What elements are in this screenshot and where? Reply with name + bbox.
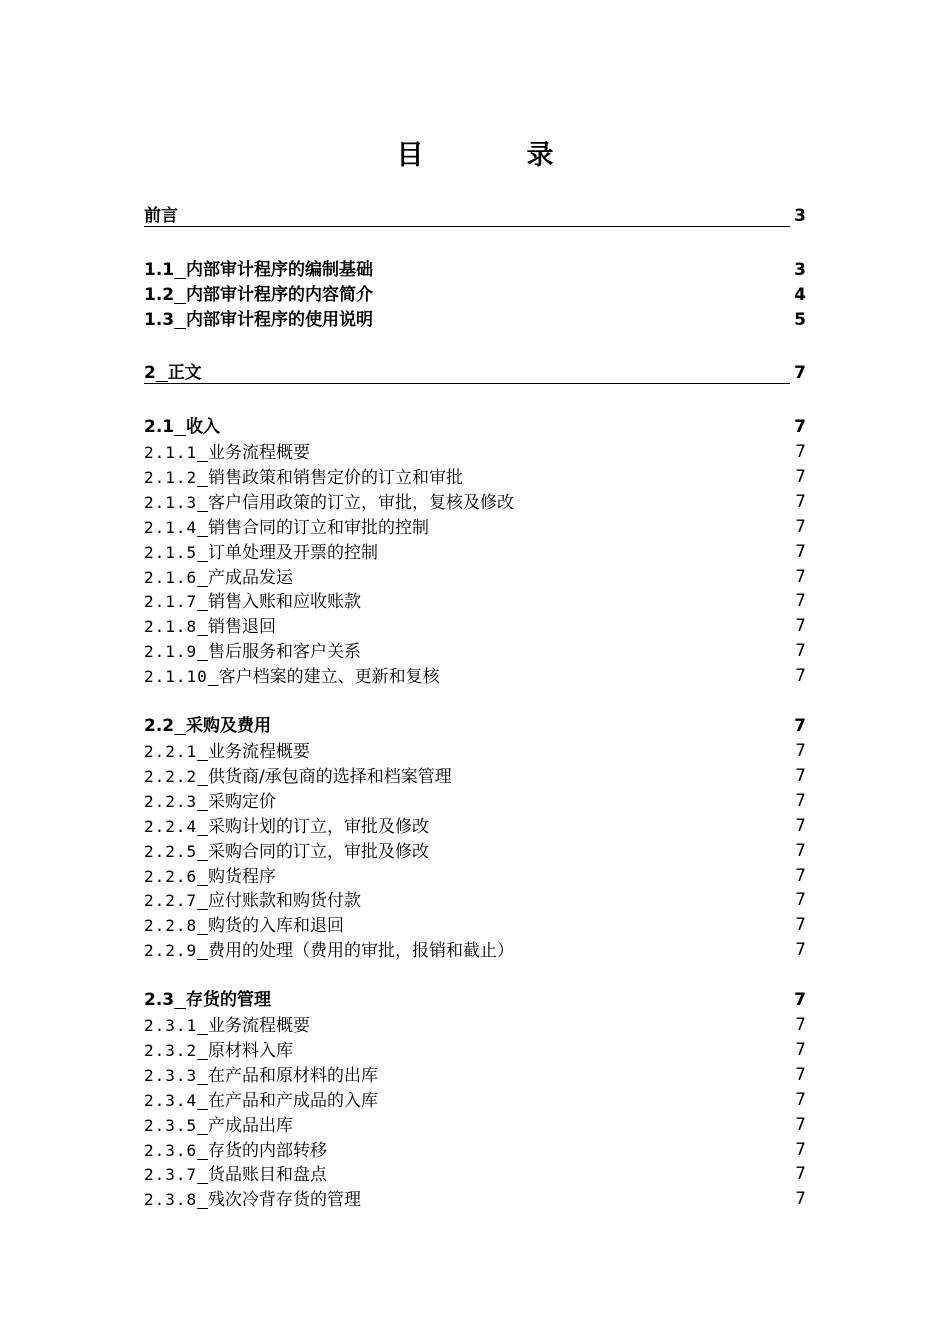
toc-number: 2.3.5	[144, 1115, 198, 1135]
toc-page-number: 7	[795, 741, 806, 761]
toc-number: 2.1.1	[144, 443, 198, 462]
toc-entry-2-3-2[interactable]	[144, 1038, 806, 1063]
toc-text: 费用的处理（费用的审批，报销和截止）	[207, 941, 514, 962]
toc-link[interactable]	[144, 867, 276, 887]
toc-spacer	[197, 642, 208, 662]
toc-number: 1.2	[144, 285, 175, 305]
toc-text: 收入	[185, 417, 220, 437]
toc-text: 产成品出库	[207, 1115, 293, 1136]
toc-link[interactable]	[144, 468, 463, 488]
toc-entry-2-2-9[interactable]	[144, 938, 806, 963]
toc-number: 2.2.4	[144, 816, 198, 836]
toc-number: 2.2	[144, 716, 175, 736]
toc-page-number: 3	[794, 206, 806, 226]
toc-number: 2.1.5	[144, 542, 198, 562]
toc-link[interactable]	[144, 518, 429, 538]
toc-spacer	[197, 543, 208, 563]
toc-page-number: 7	[795, 1015, 806, 1035]
toc-spacer	[197, 468, 208, 488]
toc-number: 2.1.8	[144, 617, 198, 637]
toc-link[interactable]	[144, 310, 373, 330]
toc-number: 2.1.2	[144, 467, 198, 487]
page-title: 目 录	[396, 140, 592, 171]
toc-entry-2-2-5[interactable]	[144, 839, 806, 864]
toc-link[interactable]	[144, 1190, 361, 1210]
toc-number: 2.1.9	[144, 642, 198, 662]
toc-link[interactable]	[144, 1165, 327, 1185]
toc-text: 前言	[144, 206, 178, 226]
toc-section-2-2[interactable]	[144, 714, 806, 739]
toc-number: 2.1.10	[144, 667, 208, 687]
toc-text: 采购计划的订立，审批及修改	[207, 816, 429, 837]
toc-text: 应付账款和购货付款	[207, 891, 361, 912]
toc-spacer	[174, 260, 186, 280]
toc-number: 2.2.9	[144, 941, 198, 961]
toc-spacer	[197, 1165, 208, 1185]
toc-page-number: 7	[794, 716, 806, 736]
toc-link[interactable]	[144, 417, 220, 437]
toc-page-number: 7	[795, 940, 806, 961]
toc-link[interactable]	[144, 742, 310, 762]
toc-entry-1-2[interactable]	[144, 283, 806, 308]
toc-link[interactable]	[144, 617, 276, 637]
toc-entry-2-1-2[interactable]	[144, 465, 806, 490]
toc-entry-2-1-6[interactable]	[144, 565, 806, 590]
toc-entry-2-1-9[interactable]	[144, 639, 806, 664]
toc-entry-2-3-4[interactable]	[144, 1088, 806, 1113]
toc-spacer	[197, 767, 208, 787]
toc-link[interactable]	[144, 592, 361, 612]
toc-text: 售后服务和客户关系	[207, 642, 361, 663]
toc-page-number: 7	[795, 840, 806, 861]
toc-number: 2.2.5	[144, 841, 198, 861]
toc-text: 在产品和产成品的入库	[207, 1090, 378, 1111]
toc-link[interactable]	[144, 767, 452, 787]
toc-spacer	[156, 363, 168, 383]
toc-text: 业务流程概要	[207, 1016, 310, 1036]
toc-link[interactable]	[144, 1141, 327, 1161]
toc-number: 2.2.7	[144, 891, 198, 911]
toc-text: 原材料入库	[207, 1040, 293, 1061]
toc-page-number: 7	[795, 616, 806, 637]
toc-spacer	[197, 891, 208, 911]
toc-page-number: 7	[795, 815, 806, 836]
toc-number: 2.3.1	[144, 1016, 198, 1035]
toc-page-number: 7	[795, 1139, 806, 1160]
toc-link[interactable]	[144, 1066, 378, 1086]
toc-text: 存货的内部转移	[207, 1140, 327, 1161]
toc-number: 2.3	[144, 990, 175, 1010]
toc-text: 内部审计程序的编制基础	[185, 260, 373, 280]
toc-spacer	[197, 1016, 208, 1036]
toc-text: 产成品发运	[207, 567, 293, 588]
toc-link[interactable]	[144, 568, 293, 588]
toc-number: 2.2.1	[144, 742, 198, 761]
toc-number: 2.3.4	[144, 1090, 198, 1110]
toc-text: 购货程序	[207, 866, 276, 887]
toc-spacer	[174, 285, 186, 305]
toc-entry-2-2-2[interactable]	[144, 764, 806, 789]
toc-entry-2-2-6[interactable]	[144, 864, 806, 889]
toc-spacer	[197, 1041, 208, 1061]
toc-link[interactable]	[144, 891, 361, 911]
toc-page-number: 3	[794, 260, 806, 280]
toc-spacer	[197, 916, 208, 936]
toc-text: 销售政策和销售定价的订立和审批	[207, 467, 463, 488]
toc-spacer	[197, 1091, 208, 1111]
toc-entry-2-1-8[interactable]	[144, 614, 806, 639]
toc-text: 采购及费用	[185, 716, 271, 736]
toc-number: 2.1.4	[144, 517, 198, 537]
toc-spacer	[197, 941, 208, 961]
toc-text: 货品账目和盘点	[207, 1165, 327, 1186]
toc-text: 业务流程概要	[207, 443, 310, 463]
toc-number: 2.1.6	[144, 567, 198, 587]
toc-text: 采购定价	[207, 791, 276, 812]
toc-spacer	[197, 617, 208, 637]
toc-text: 内部审计程序的使用说明	[185, 310, 373, 330]
toc-text: 采购合同的订立，审批及修改	[207, 841, 429, 862]
toc-page-number: 7	[795, 442, 806, 462]
toc-number: 2.3.6	[144, 1140, 198, 1160]
toc-number: 2.3.3	[144, 1065, 198, 1085]
toc-link[interactable]	[144, 493, 514, 513]
toc-text: 销售合同的订立和审批的控制	[207, 517, 429, 538]
toc-page-number: 7	[795, 890, 806, 911]
toc-page-number: 7	[795, 1039, 806, 1060]
toc-link[interactable]	[144, 363, 202, 383]
toc-page-number: 7	[795, 666, 806, 687]
toc-page-number: 5	[794, 310, 806, 330]
toc-link[interactable]	[144, 1016, 310, 1036]
toc-chapter-2[interactable]	[144, 361, 806, 386]
toc-page-number: 4	[794, 285, 806, 305]
toc-page-number: 7	[795, 865, 806, 886]
toc-page-number: 7	[795, 1189, 806, 1210]
toc-entry-1-1[interactable]	[144, 258, 806, 283]
toc-section-2-3[interactable]	[144, 988, 806, 1013]
toc-number: 1.1	[144, 260, 175, 280]
toc-spacer	[197, 1190, 208, 1210]
toc-entry-2-1-1[interactable]	[144, 440, 806, 465]
toc-text: 在产品和原材料的出库	[207, 1065, 378, 1086]
toc-page-number: 7	[795, 566, 806, 587]
toc-text: 销售退回	[207, 617, 276, 638]
toc-link[interactable]	[144, 842, 429, 862]
toc-page-number: 7	[795, 541, 806, 562]
toc-spacer	[197, 1116, 208, 1136]
toc-page-number: 7	[795, 491, 806, 512]
toc-number: 2	[144, 363, 156, 383]
toc-spacer	[197, 493, 208, 513]
toc-link[interactable]	[144, 285, 373, 305]
toc-text: 销售入账和应收账款	[207, 592, 361, 613]
toc-number: 2.3.8	[144, 1190, 198, 1210]
toc-link[interactable]	[144, 667, 440, 687]
toc-text: 正文	[167, 363, 202, 383]
toc-entry-2-3-3[interactable]	[144, 1063, 806, 1088]
toc-spacer	[197, 817, 208, 837]
toc-link[interactable]	[144, 941, 514, 961]
toc-text: 存货的管理	[185, 990, 271, 1010]
toc-page-number: 7	[795, 790, 806, 811]
toc-entry-2-2-3[interactable]	[144, 789, 806, 814]
toc-entry-2-2-7[interactable]	[144, 888, 806, 913]
toc-leader-line	[144, 383, 790, 384]
toc-page-number: 7	[795, 1164, 806, 1185]
toc-spacer	[174, 417, 186, 437]
toc-entry-2-2-4[interactable]	[144, 814, 806, 839]
toc-page-number: 7	[795, 641, 806, 662]
toc-spacer	[197, 443, 208, 463]
toc-number: 2.3.7	[144, 1165, 198, 1185]
toc-entry-2-1-3[interactable]	[144, 490, 806, 515]
toc-page-number: 7	[794, 417, 806, 437]
toc-link[interactable]	[144, 260, 373, 280]
toc-text: 客户档案的建立、更新和复核	[218, 667, 440, 688]
toc-text: 内部审计程序的内容简介	[185, 285, 373, 305]
toc-link[interactable]	[144, 990, 271, 1010]
toc-entry-2-3-5[interactable]	[144, 1113, 806, 1138]
toc-spacer	[197, 1066, 208, 1086]
toc-page-number: 7	[795, 1064, 806, 1085]
toc-number: 2.1	[144, 417, 175, 437]
toc-page-number: 7	[795, 466, 806, 487]
toc-spacer	[197, 518, 208, 538]
toc-spacer	[174, 990, 186, 1010]
toc-link[interactable]	[144, 716, 271, 736]
toc-entry-2-3-7[interactable]	[144, 1162, 806, 1187]
toc-entry-2-3-6[interactable]	[144, 1138, 806, 1163]
toc-link[interactable]	[144, 792, 276, 812]
toc-number: 2.3.2	[144, 1040, 198, 1060]
toc-spacer	[197, 1141, 208, 1161]
toc-link[interactable]	[144, 1041, 293, 1061]
toc-page-number: 7	[794, 990, 806, 1010]
toc-spacer	[208, 667, 219, 687]
toc-entry-2-3-8[interactable]	[144, 1187, 806, 1212]
toc-page-number: 7	[795, 765, 806, 786]
toc-page-number: 7	[795, 591, 806, 612]
toc-spacer	[197, 792, 208, 812]
toc-text: 业务流程概要	[207, 742, 310, 762]
toc-page-number: 7	[795, 516, 806, 537]
toc-link[interactable]	[144, 916, 344, 936]
toc-text: 供货商/承包商的选择和档案管理	[207, 766, 452, 787]
toc-page-number: 7	[795, 915, 806, 936]
toc-number: 2.2.8	[144, 916, 198, 936]
toc-section-2-1[interactable]	[144, 415, 806, 440]
toc-number: 1.3	[144, 310, 175, 330]
toc-link[interactable]	[144, 543, 378, 563]
toc-entry-1-3[interactable]	[144, 308, 806, 333]
toc-number: 2.1.7	[144, 592, 198, 612]
toc-entry-2-3-1[interactable]	[144, 1013, 806, 1038]
toc-number: 2.2.6	[144, 866, 198, 886]
toc-spacer	[197, 592, 208, 612]
toc-entry-2-2-1[interactable]	[144, 739, 806, 764]
toc-spacer	[174, 716, 186, 736]
toc-number: 2.2.2	[144, 766, 198, 786]
toc-page-number: 7	[794, 363, 806, 383]
toc-spacer	[197, 842, 208, 862]
toc-spacer	[197, 867, 208, 887]
toc-spacer	[197, 742, 208, 762]
toc-spacer	[197, 568, 208, 588]
toc-text: 购货的入库和退回	[207, 916, 344, 937]
toc-link[interactable]	[144, 817, 429, 837]
toc-leader-line	[144, 226, 790, 227]
toc-page-number: 7	[795, 1114, 806, 1135]
toc-text: 订单处理及开票的控制	[207, 542, 378, 563]
toc-text: 客户信用政策的订立，审批，复核及修改	[207, 492, 514, 513]
toc-preface[interactable]	[144, 204, 806, 229]
toc-text: 残次冷背存货的管理	[207, 1190, 361, 1211]
toc-link[interactable]	[144, 642, 361, 662]
toc-page-number: 7	[795, 1089, 806, 1110]
toc-entry-2-1-7[interactable]	[144, 589, 806, 614]
toc-entry-2-1-4[interactable]	[144, 515, 806, 540]
toc-link[interactable]	[144, 206, 178, 226]
toc-number: 2.1.3	[144, 492, 198, 512]
toc-entry-2-1-10[interactable]	[144, 664, 806, 689]
toc-number: 2.2.3	[144, 791, 198, 811]
toc-entry-2-1-5[interactable]	[144, 540, 806, 565]
toc-link[interactable]	[144, 1091, 378, 1111]
toc-link[interactable]	[144, 1116, 293, 1136]
toc-link[interactable]	[144, 443, 310, 463]
toc-entry-2-2-8[interactable]	[144, 913, 806, 938]
toc-spacer	[174, 310, 186, 330]
